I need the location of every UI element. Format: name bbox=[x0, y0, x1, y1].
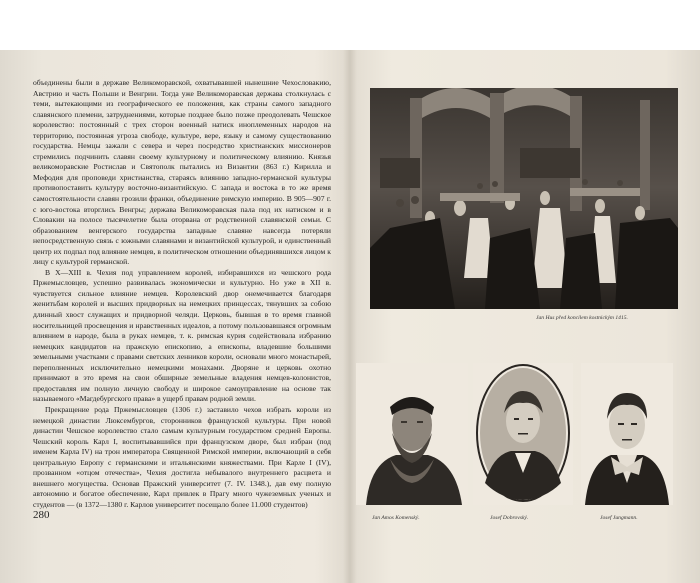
right-page bbox=[350, 50, 700, 583]
book-spread bbox=[0, 50, 700, 583]
hus-council-painting bbox=[370, 88, 678, 309]
paragraph-3: Прекращение рода Пржемысловцев (1306 г.) заставило чехов избрать короли из немецкой династии Люксембургов, сторонников французской культуры. При новой династии Чешское королевство стало самым культурным государством средней Европы. Чешский король Карл I, воспитывавшийся при французском дворе, был избран (под именем Карла IV) на трон императора Священной Римской империи, включающий в себя центральную Европу с германскими и итальянскими княжествами. При Карле I (IV), прозванном «отцом отечества», Чехия достигла небывалого внутреннего расцвета и внешнего могущества. Основав Пражский университет (7. IV. 1348.), дав ему полную автономию и богатое обеспечение, Карл привлек в Прагу много чужеземных ученых и студентов — (в 1372—1380 г. Карлов университет посещало более 11.000 студентов) bbox=[33, 404, 331, 509]
portrait-jungmann bbox=[581, 363, 673, 505]
portrait-komensky bbox=[356, 363, 468, 505]
paragraph-1: объединены были в державе Великоморавской, охватывавшей нынешние Чехословакию, Австрию и часть Польши и Венгрии. Тогда уже Великоморавская держава столкнулась с теми, вытекающими из географического ее положения, как страны самого западного славянского племени, затруднениями, которые позднее было позже преодолевать Чешское королевство: постоянный с трех сторон военный натиск иноплеменных народов на территорию, постоянная угроза свободе, культуре, вере, языку и самому существованию государства. Немцы зажали с севера и через посредство христианских миссионеров стремились подчинить славян своему культурному и политическому влиянию. Князья великоморавские Ростислав и Святополк пытались из Византии (863 г.) Кирилла и Мефодия для проповеди христианства, стараясь влиянию западно-германской культуры противопоставить культуру восточно-византийскую. С запада и востока в то же время самостоятельности славян грозили франки, объединение римскую империю. В 905—907 г. с юго-востока вторглись Венгры; держава Великоморавская пала под их натиском и в Словакии на полосе тысячелетие была оторвана от родственной славянской семьи. С образованием венгерского государства западные славяне навсегда потеряли непосредственную связь с южными славянами и византийской культурой, и единственный центр их подпал под влияние немцев, в политическом отношении объединявшихся лицом к лицу с культурой германской. bbox=[33, 78, 331, 267]
paragraph-2: В X—XIII в. Чехия под управлением королей, избиравшихся из чешского рода Пржемысловцев, успешно развивалась экономически и культурно. Но уже в XII в. чувствуется сильное влияние немцев. Королевский двор онемечивается благодаря женитьбам королей и высших придворных на немецких принцессах, тянувших за собою длинный хвост служащих и придворной челяди. Церковь, бывшая в то время главной носительницей просвещения и нравственных идеалов, а потому пользовавшаяся огромным влиянием в народе, была в руках немцев, т. к. римская курия содействовала избранию немецких кандидатов на пражскую епископию, а епископы, владевшие большими земельными участками с правами светских ленников короли, основали много монастырей, переполненных исключительно немецкими монахами. Дворяне и церковь охотно принимают в это время на свои обширные земельные владения немцев-колонистов, предоставляя им полную личную свободу и широкое самоуправление на основе так называемого «Магдебургского права» в ущерб правам родной земли. bbox=[33, 267, 331, 404]
left-page bbox=[0, 50, 350, 583]
portrait-caption-jungmann: Josef Jungmann. bbox=[600, 515, 638, 521]
page-number: 280 bbox=[33, 509, 50, 521]
body-text bbox=[33, 78, 331, 510]
portrait-dobrovsky bbox=[473, 363, 573, 505]
portrait-caption-komensky: Jan Amos Komenský. bbox=[372, 515, 420, 521]
painting-caption: Jan Hus před koncilem kostnickým 1415. bbox=[536, 315, 628, 321]
portrait-caption-dobrovsky: Josef Dobrovský. bbox=[490, 515, 529, 521]
